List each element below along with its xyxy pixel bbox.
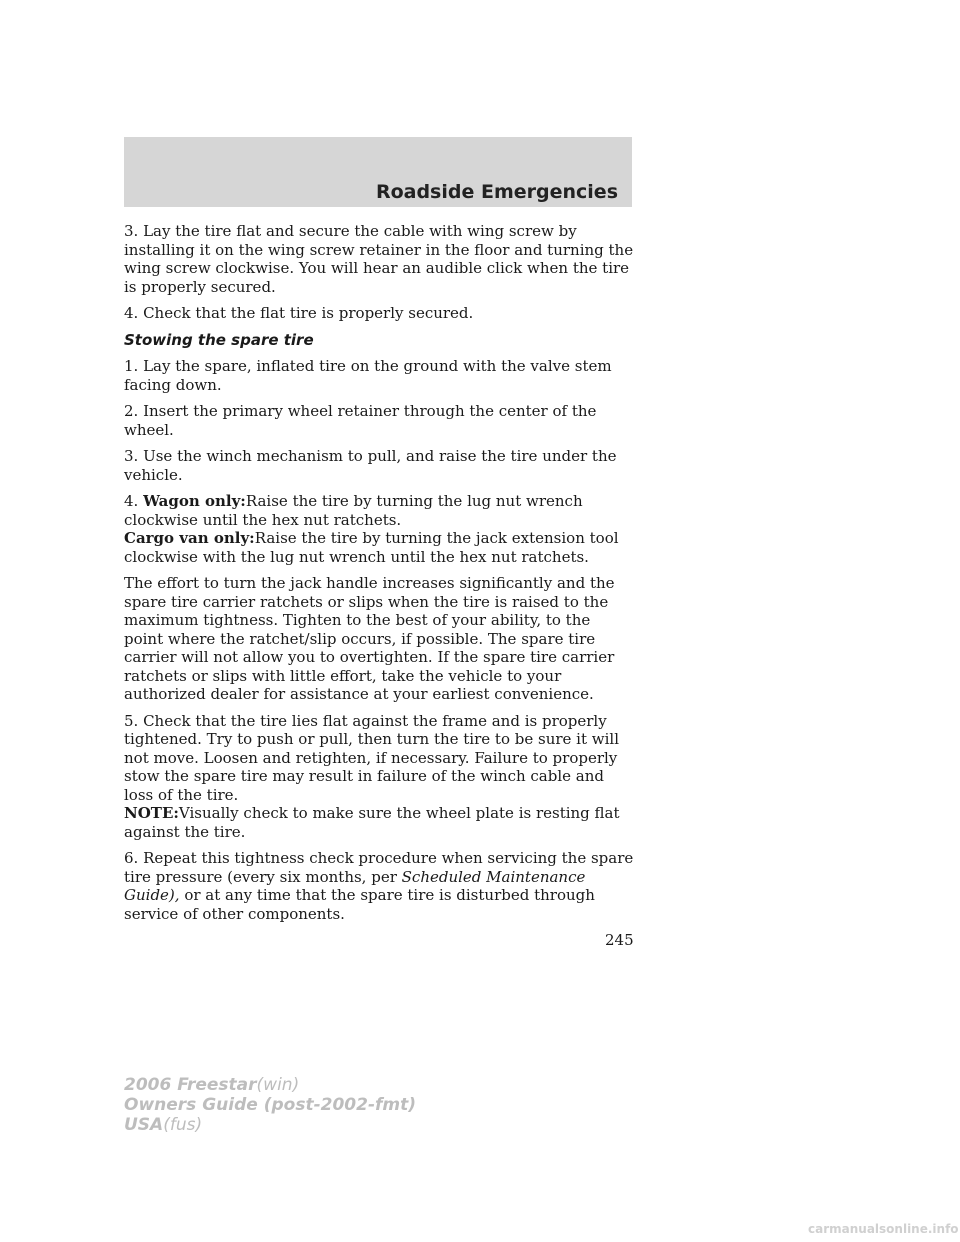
step-6-text-b: or at any time that the spare tire is disturbed through service of other components. (124, 886, 595, 923)
paragraph-effort: The effort to turn the jack handle increases significantly and the spare tire carrier ratchets or slips when the tire is raised to the maximum tightness. Tighten to the best of your ability, to the point where the ratchet/slip occurs, if possible. The spare tire carrier will not allow you to overtighten. If the spare tire carrier ratchets or slips with little effort, take the vehicle to your authorized dealer for assistance at your earliest convenience. (124, 574, 615, 703)
stow-step-6 (124, 849, 634, 923)
wagon-label: Wagon only: (143, 492, 246, 510)
stow-step-2: 2. Insert the primary wheel retainer through the center of the wheel. (124, 402, 597, 439)
page-number: 245 (605, 931, 634, 949)
section-header-band (124, 137, 632, 207)
stow-step-4-wagon (124, 492, 634, 529)
footer-model: 2006 Freestar (124, 1075, 257, 1095)
watermark-text: carmanualsonline.info (808, 1222, 959, 1236)
note-text: Visually check to make sure the wheel plate is resting flat against the tire. (124, 804, 620, 841)
maintenance-guide-reference: Scheduled Maintenance Guide), (124, 867, 586, 904)
document-footer (124, 1075, 416, 1135)
section-title: Roadside Emergencies (375, 181, 618, 203)
step-number: 4. (124, 492, 144, 510)
footer-line-3 (124, 1115, 416, 1135)
note-paragraph (124, 804, 634, 841)
footer-line-1 (124, 1075, 416, 1095)
cargo-label: Cargo van only: (124, 529, 255, 547)
note-label: NOTE: (124, 804, 179, 822)
footer-model-code: (win) (256, 1075, 300, 1095)
paragraph-step-4: 4. Check that the flat tire is properly secured. (124, 304, 474, 322)
footer-line-2: Owners Guide (post-2002-fmt) (124, 1095, 417, 1115)
wagon-text: Raise the tire by turning the lug nut wrench clockwise until the hex nut ratchets. (124, 492, 583, 529)
paragraph-step-3: 3. Lay the tire flat and secure the cable with wing screw by installing it on the wing screw retainer in the floor and turning the wing screw clockwise. You will hear an audible click when the tire is properly secured. (124, 222, 634, 296)
footer-market-code: (fus) (163, 1115, 203, 1135)
step-6-text-a: 6. Repeat this tightness check procedure when servicing the spare tire pressure (every six months, per (124, 849, 634, 886)
stow-step-4-cargo (124, 529, 634, 566)
footer-market: USA (124, 1115, 164, 1135)
manual-body (124, 222, 634, 931)
subheading-stowing: Stowing the spare tire (124, 330, 314, 349)
stow-step-5: 5. Check that the tire lies flat against the frame and is properly tightened. Try to push or pull, then turn the tire to be sure it will not move. Loosen and retighten, if necessary. Failure to properly stow the spare tire may result in failure of the winch cable and loss of the tire. (124, 711, 619, 804)
stow-step-3: 3. Use the winch mechanism to pull, and raise the tire under the vehicle. (124, 447, 617, 484)
cargo-text: Raise the tire by turning the jack extension tool clockwise with the lug nut wrench until the hex nut ratchets. (124, 529, 619, 566)
stow-step-1: 1. Lay the spare, inflated tire on the ground with the valve stem facing down. (124, 357, 612, 394)
